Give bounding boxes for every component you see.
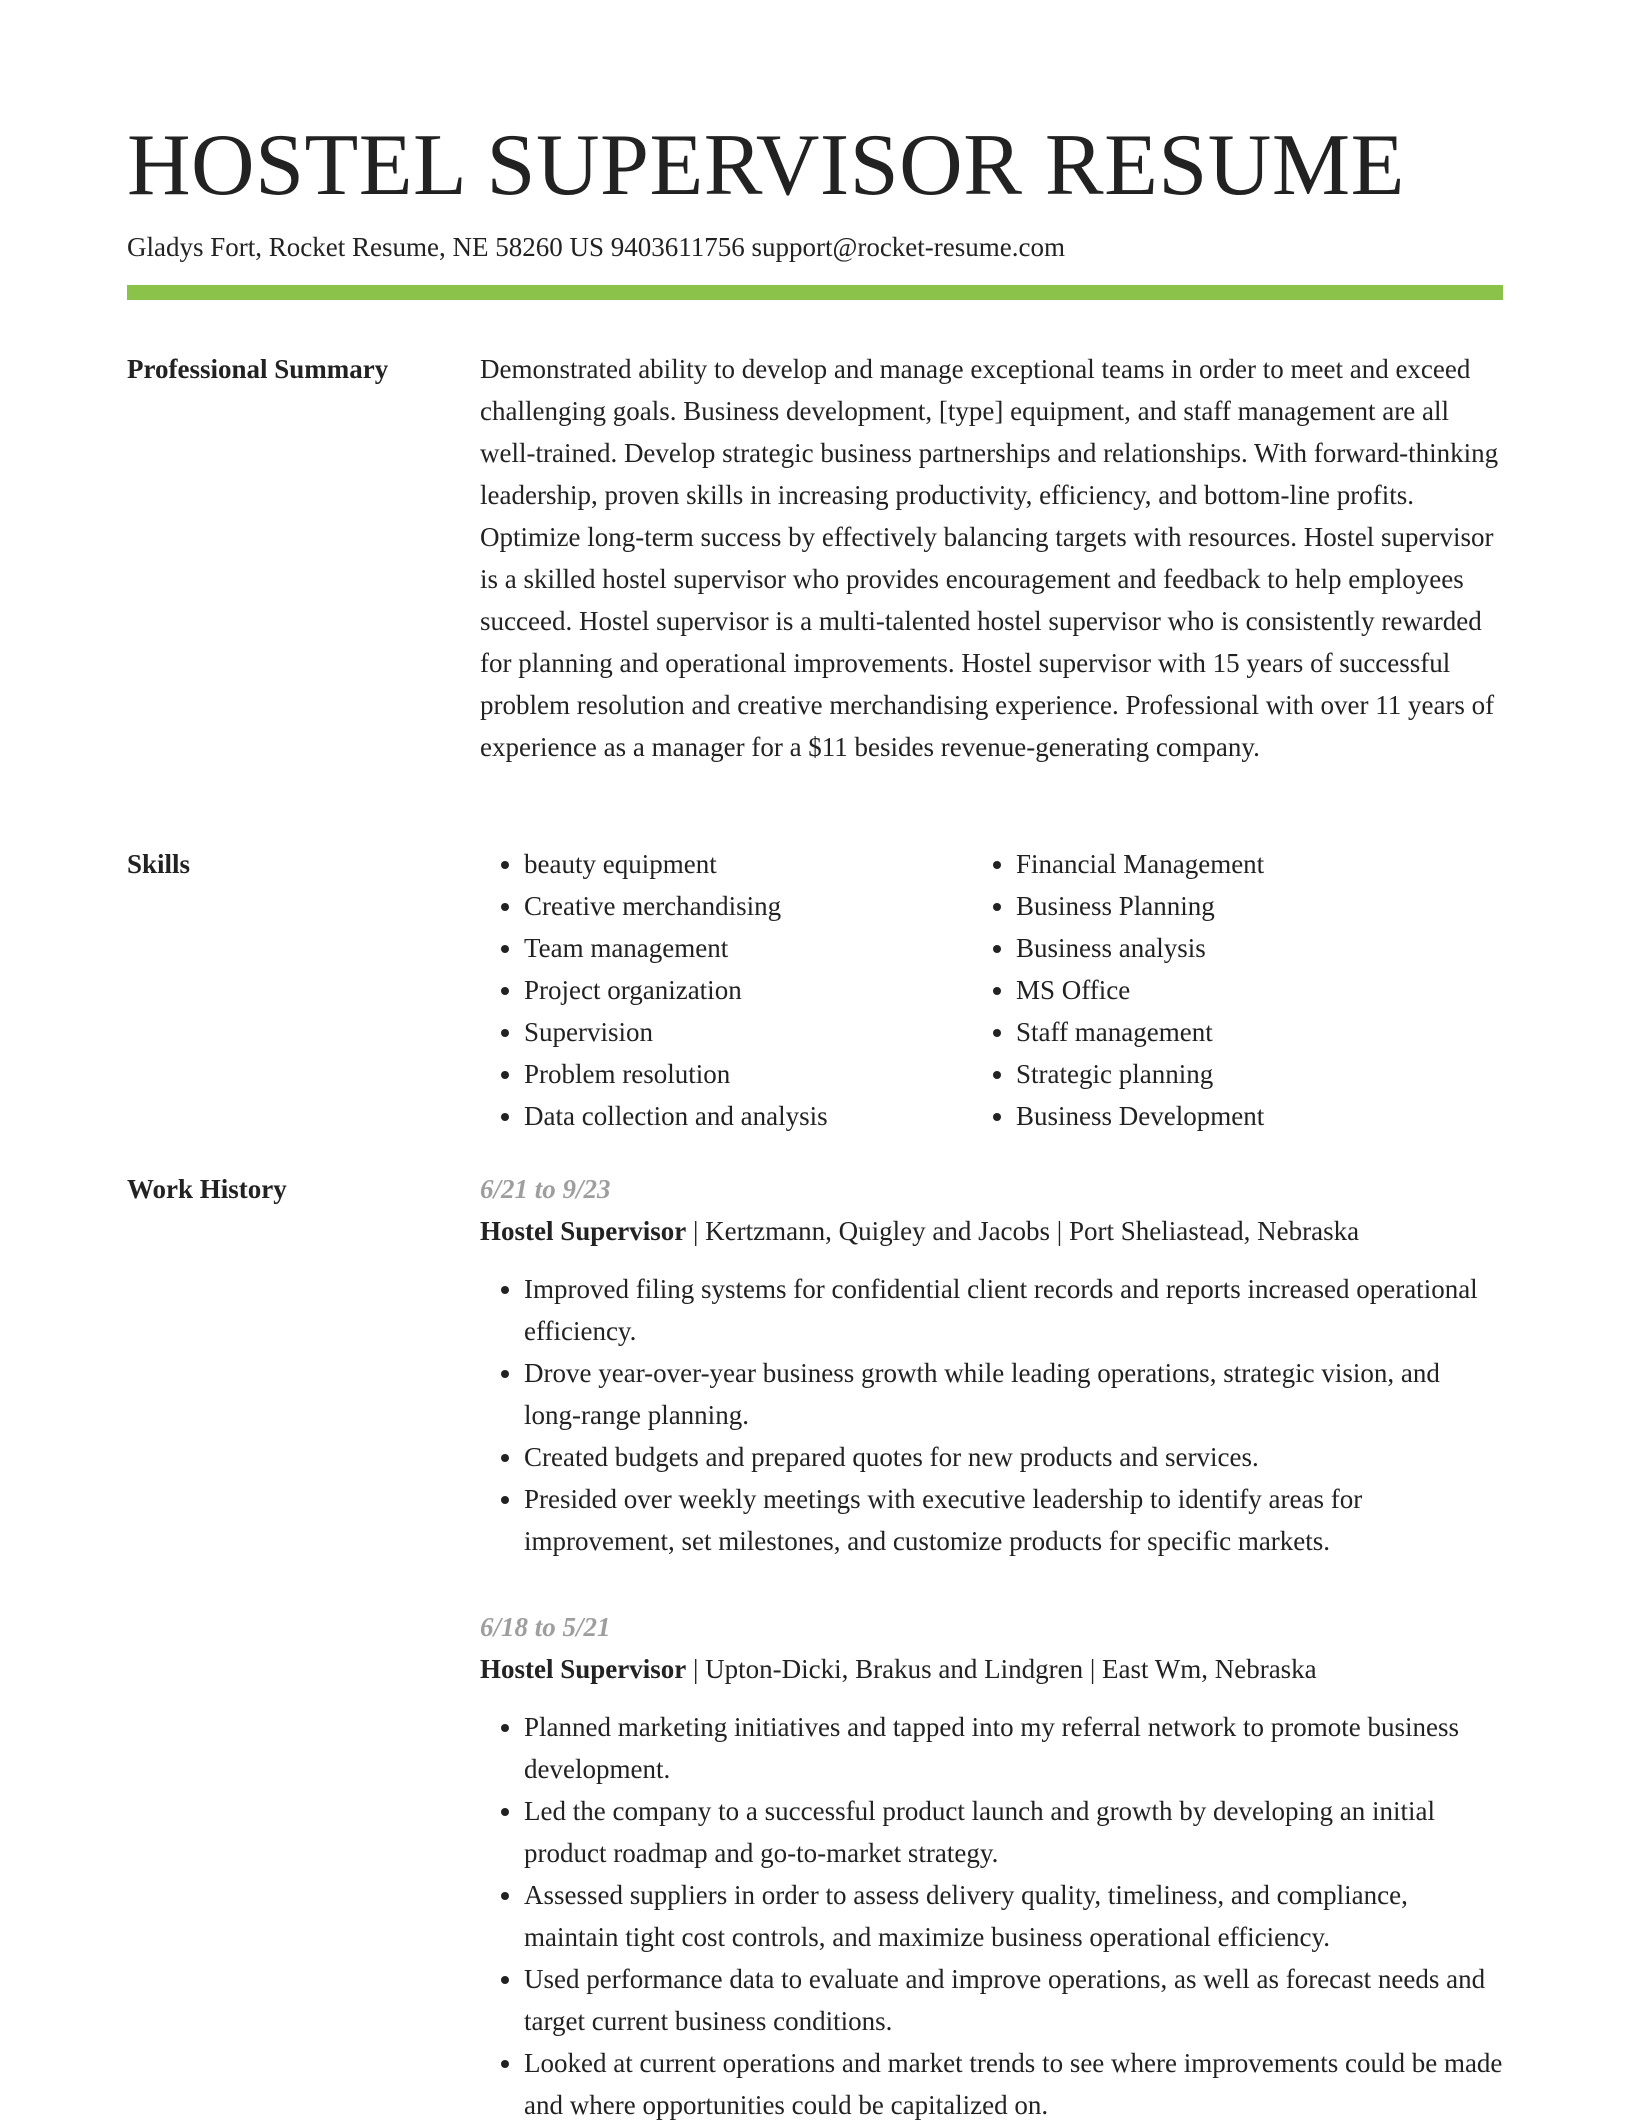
work-history-heading: Work History: [127, 1174, 287, 1204]
job-entry: [480, 1168, 1503, 1562]
summary-body: [480, 348, 1503, 768]
job-dates: 6/18 to 5/21: [480, 1612, 611, 1642]
summary-heading: Professional Summary: [127, 354, 389, 384]
work-history-body: [480, 1168, 1503, 2126]
header-divider: [127, 285, 1503, 300]
skills-heading: Skills: [127, 849, 191, 879]
skill-item: • Staff management: [1016, 1011, 1503, 1053]
job-company-location: | Upton-Dicki, Brakus and Lindgren | East Wm, Nebraska: [686, 1654, 1317, 1684]
job-bullet: • Assessed suppliers in order to assess delivery quality, timeliness, and compliance, maintain tight cost controls, and maximize business operational efficiency.: [524, 1874, 1503, 1958]
job-bullet: • Used performance data to evaluate and improve operations, as well as forecast needs and target current business conditions.: [524, 1958, 1503, 2042]
summary-text: Demonstrated ability to develop and manage exceptional teams in order to meet and exceed challenging goals. Business development, [type] equipment, and staff management are all well-trained. Develop strategic business partnerships and relationships. With forward-thinking leadership, proven skills in increasing productivity, efficiency, and bottom-line profits. Optimize long-term success by effectively balancing targets with resources. Hostel supervisor is a skilled hostel supervisor who provides encouragement and feedback to help employees succeed. Hostel supervisor is a multi-talented hostel supervisor who is consistently rewarded for planning and operational improvements. Hostel supervisor with 15 years of successful problem resolution and creative merchandising experience. Professional with over 11 years of experience as a manager for a $11 besides revenue-generating company.: [480, 354, 1499, 762]
job-bullet: • Looked at current operations and market trends to see where improvements could be made and where opportunities could be capitalized on.: [524, 2042, 1503, 2126]
job-bullet: • Presided over weekly meetings with executive leadership to identify areas for improvement, set milestones, and customize products for specific markets.: [524, 1478, 1503, 1562]
skills-list-right: [972, 843, 1503, 1137]
job-bullet: • Drove year-over-year business growth while leading operations, strategic vision, and long-range planning.: [524, 1352, 1503, 1436]
skill-item: • Business analysis: [1016, 927, 1503, 969]
job-bullets: [480, 1268, 1503, 1562]
job-bullets: [480, 1706, 1503, 2126]
job-entry: [480, 1606, 1503, 2126]
skill-item: • Project organization: [524, 969, 972, 1011]
job-bullet: • Planned marketing initiatives and tapped into my referral network to promote business development.: [524, 1706, 1503, 1790]
job-bullet: • Led the company to a successful product launch and growth by developing an initial product roadmap and go-to-market strategy.: [524, 1790, 1503, 1874]
skill-item: • MS Office: [1016, 969, 1503, 1011]
skill-item: • beauty equipment: [524, 843, 972, 885]
skills-list-left: [480, 843, 972, 1137]
job-header: [480, 1648, 1503, 1690]
skill-item: • Business Development: [1016, 1095, 1503, 1137]
contact-line: Gladys Fort, Rocket Resume, NE 58260 US 9403611756 support@rocket-resume.com: [127, 232, 1065, 262]
job-title: Hostel Supervisor: [480, 1654, 687, 1684]
skills-columns: [480, 843, 1503, 1137]
job-dates: 6/21 to 9/23: [480, 1174, 611, 1204]
job-bullet: • Created budgets and prepared quotes for new products and services.: [524, 1436, 1503, 1478]
skill-item: • Data collection and analysis: [524, 1095, 972, 1137]
job-title: Hostel Supervisor: [480, 1216, 687, 1246]
skill-item: • Financial Management: [1016, 843, 1503, 885]
skill-item: • Problem resolution: [524, 1053, 972, 1095]
job-header: [480, 1210, 1503, 1252]
job-company-location: | Kertzmann, Quigley and Jacobs | Port Sheliastead, Nebraska: [686, 1216, 1360, 1246]
skill-item: • Creative merchandising: [524, 885, 972, 927]
skill-item: • Supervision: [524, 1011, 972, 1053]
skill-item: • Business Planning: [1016, 885, 1503, 927]
skill-item: • Team management: [524, 927, 972, 969]
resume-title: HOSTEL SUPERVISOR RESUME: [127, 117, 1405, 214]
skill-item: • Strategic planning: [1016, 1053, 1503, 1095]
job-bullet: • Improved filing systems for confidential client records and reports increased operational efficiency.: [524, 1268, 1503, 1352]
